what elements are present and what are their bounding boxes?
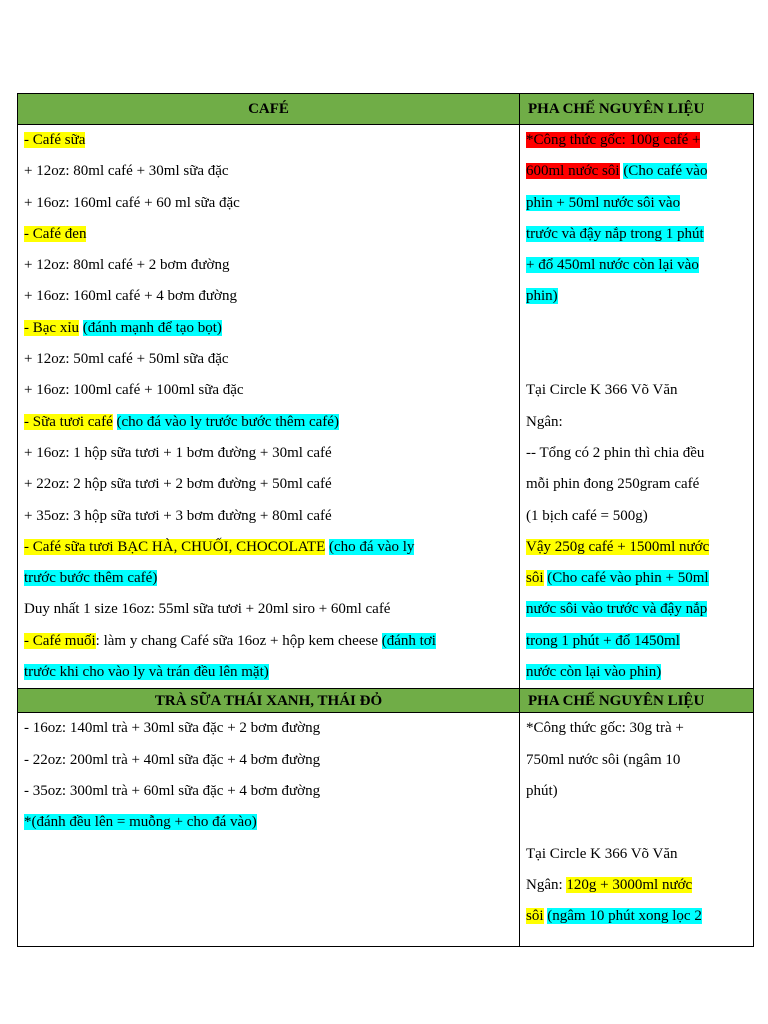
text-line: [526, 745, 748, 776]
text-run: + 22oz: 2 hộp sữa tươi + 2 bơm đường + 50ml café: [24, 476, 332, 493]
text-line: [526, 375, 748, 406]
text-line: [24, 563, 514, 594]
text-line: [526, 839, 748, 870]
text-run: + 12oz: 50ml café + 50ml sữa đặc: [24, 351, 229, 368]
highlighted-text: Vậy 250g café + 1500ml nước: [526, 538, 710, 555]
text-line: [24, 250, 514, 281]
text-line: [526, 281, 748, 312]
text-run: Ngân:: [526, 413, 563, 430]
text-line: [24, 375, 514, 406]
text-line: [24, 313, 514, 344]
text-line: [24, 657, 514, 688]
text-line: [24, 807, 514, 838]
text-line: [526, 713, 748, 744]
text-run: : làm y chang Café sữa 16oz + hộp kem cheese: [95, 632, 382, 649]
text-run: + 12oz: 80ml café + 30ml sữa đặc: [24, 163, 229, 180]
text-run: + 16oz: 160ml café + 4 bơm đường: [24, 288, 237, 305]
text-run: Ngân:: [526, 876, 567, 893]
text-line: [526, 188, 748, 219]
text-line: [24, 407, 514, 438]
text-run: Tại Circle K 366 Võ Văn: [526, 845, 678, 862]
highlighted-text: - Sữa tươi café: [24, 413, 113, 430]
text-run: Duy nhất 1 size 16oz: 55ml sữa tươi + 20ml siro + 60ml café: [24, 601, 391, 618]
text-run: Tại Circle K 366 Võ Văn: [526, 382, 678, 399]
text-run: mỗi phin đong 250gram café: [526, 476, 700, 493]
text-line: [526, 776, 748, 807]
milk-tea-column: [18, 689, 520, 946]
highlighted-text: *Công thức gốc: 100g café +: [526, 132, 701, 148]
highlighted-text: *(đánh đều lên = muỗng + cho đá vào): [24, 814, 257, 831]
text-line: [526, 870, 748, 901]
highlighted-text: 120g + 3000ml nước: [566, 876, 693, 893]
text-run: [113, 414, 117, 430]
coffee-ingredients-header: PHA CHẾ NGUYÊN LIỆU: [520, 94, 753, 125]
highlighted-text: (đánh tơi: [381, 632, 436, 649]
text-run: + 16oz: 100ml café + 100ml sữa đặc: [24, 382, 244, 399]
text-line: [526, 407, 748, 438]
milk-tea-ingredients: [520, 713, 753, 946]
text-run: - 35oz: 300ml trà + 60ml sữa đặc + 4 bơm đường: [24, 782, 321, 799]
highlighted-text: nước sôi vào trước và đậy nắp: [526, 601, 708, 618]
text-line: [24, 594, 514, 625]
highlighted-text: phin + 50ml nước sôi vào: [526, 194, 681, 211]
coffee-header: CAFÉ: [18, 94, 519, 125]
coffee-recipes: [18, 125, 519, 688]
text-line: [526, 532, 748, 563]
text-line: [24, 156, 514, 187]
highlighted-text: nước còn lại vào phin): [526, 664, 662, 681]
text-run: + 16oz: 160ml café + 60 ml sữa đặc: [24, 194, 240, 211]
recipe-table: [17, 93, 754, 947]
text-run: -- Tổng có 2 phin thì chia đều: [526, 444, 705, 461]
coffee-ingredients: [520, 125, 753, 688]
highlighted-text: - Café đen: [24, 225, 87, 242]
text-line: [526, 657, 748, 688]
text-run: + 12oz: 80ml café + 2 bơm đường: [24, 257, 230, 274]
highlighted-text: sôi: [526, 908, 544, 925]
text-run: phút): [526, 782, 558, 799]
highlighted-text: - Café muối: [24, 632, 96, 649]
highlighted-text: - Bạc xỉu: [24, 319, 79, 336]
text-line: [24, 219, 514, 250]
text-line: [526, 219, 748, 250]
blank-line: [526, 807, 748, 838]
highlighted-text: (Cho café vào: [623, 163, 708, 180]
text-run: - 22oz: 200ml trà + 40ml sữa đặc + 4 bơm đường: [24, 751, 321, 768]
text-line: [526, 250, 748, 281]
text-line: [526, 438, 748, 469]
text-line: [24, 501, 514, 532]
highlighted-text: trước và đậy nắp trong 1 phút: [526, 225, 704, 242]
highlighted-text: 600ml nước sôi: [526, 163, 620, 180]
highlighted-text: sôi: [526, 570, 544, 587]
text-run: (1 bịch café = 500g): [526, 507, 648, 524]
blank-line: [526, 344, 748, 375]
milk-tea-ingredients-header: PHA CHẾ NGUYÊN LIỆU: [520, 689, 753, 713]
text-line: [24, 125, 514, 156]
text-line: [24, 344, 514, 375]
highlighted-text: (ngâm 10 phút xong lọc 2: [547, 908, 702, 925]
highlighted-text: (Cho café vào phin + 50ml: [547, 570, 709, 587]
highlighted-text: (cho đá vào ly: [329, 538, 415, 555]
highlighted-text: trước bước thêm café): [24, 570, 158, 587]
text-run: *Công thức gốc: 30g trà +: [526, 720, 684, 737]
milk-tea-header: TRÀ SỮA THÁI XANH, THÁI ĐỎ: [18, 689, 519, 713]
highlighted-text: trước khi cho vào ly và trán đều lên mặt): [24, 664, 269, 681]
text-line: [24, 438, 514, 469]
text-line: [526, 125, 748, 156]
text-line: [526, 594, 748, 625]
text-line: [526, 563, 748, 594]
coffee-section: [18, 94, 753, 689]
text-line: [24, 532, 514, 563]
highlighted-text: + đổ 450ml nước còn lại vào: [526, 257, 699, 274]
coffee-column: [18, 94, 520, 688]
highlighted-text: (đánh mạnh để tạo bọt): [82, 319, 222, 336]
highlighted-text: trong 1 phút + đổ 1450ml: [526, 632, 680, 649]
text-line: [24, 713, 514, 744]
text-line: [526, 156, 748, 187]
text-run: + 16oz: 1 hộp sữa tươi + 1 bơm đường + 30ml café: [24, 444, 332, 461]
text-line: [526, 626, 748, 657]
text-line: [526, 501, 748, 532]
milk-tea-section: [18, 689, 753, 946]
milk-tea-recipes: [18, 713, 519, 838]
blank-line: [526, 313, 748, 344]
highlighted-text: (cho đá vào ly trước bước thêm café): [116, 413, 339, 430]
text-line: [24, 626, 514, 657]
text-line: [526, 469, 748, 500]
coffee-ingredients-column: [520, 94, 753, 688]
highlighted-text: phin): [526, 288, 558, 305]
milk-tea-ingredients-column: [520, 689, 753, 946]
text-run: + 35oz: 3 hộp sữa tươi + 3 bơm đường + 80ml café: [24, 507, 332, 524]
highlighted-text: - Café sữa tươi BẠC HÀ, CHUỐI, CHOCOLATE: [24, 538, 326, 555]
highlighted-text: - Café sữa: [24, 132, 86, 148]
text-line: [24, 281, 514, 312]
text-run: 750ml nước sôi (ngâm 10: [526, 751, 681, 768]
text-line: [24, 776, 514, 807]
text-run: - 16oz: 140ml trà + 30ml sữa đặc + 2 bơm đường: [24, 720, 321, 737]
text-line: [526, 901, 748, 932]
text-line: [24, 745, 514, 776]
text-line: [24, 188, 514, 219]
text-line: [24, 469, 514, 500]
